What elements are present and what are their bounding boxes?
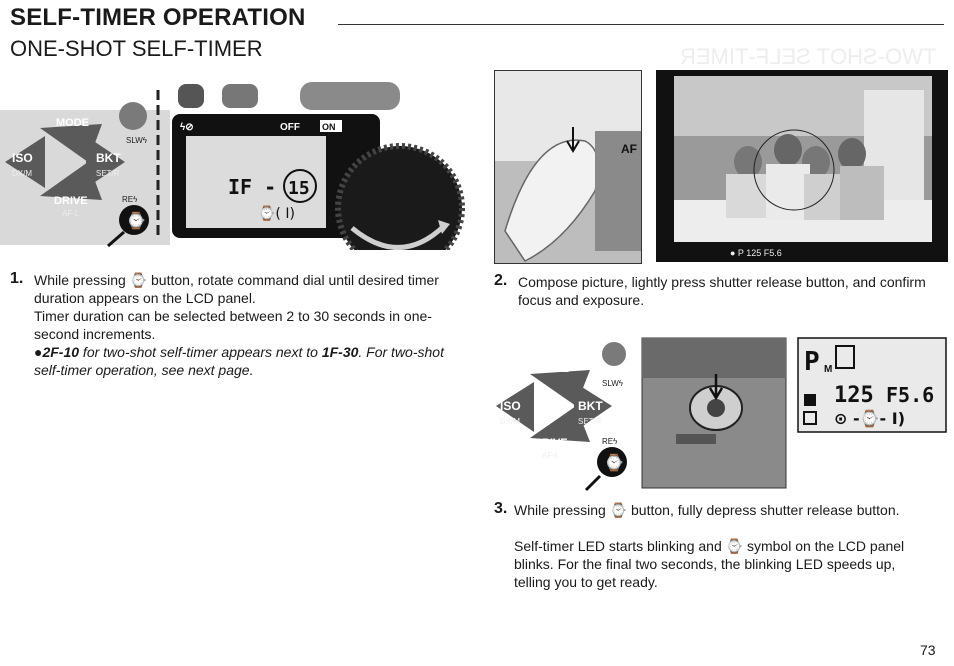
iso-label: ISO [12, 151, 33, 165]
lcd-right-square-1 [804, 394, 816, 406]
lcd-right-aperture: F5.6 [886, 383, 935, 407]
top-button-3 [300, 82, 400, 110]
drive-sub-label: AF-L [62, 209, 80, 218]
page-number: 73 [920, 642, 936, 658]
bullet-text-d: . For two-shot self-timer operation, see next page. [34, 344, 444, 378]
mode-label-right: MODE [536, 363, 569, 375]
re-label: REϟ [122, 195, 138, 204]
iso-label-right: ISO [500, 399, 521, 413]
slw-button [119, 102, 147, 130]
slw-label: SLWϟ [126, 136, 147, 145]
step-1-bullet [34, 343, 464, 379]
iso-sub-label-right: DX/M [500, 417, 520, 426]
viewfinder-readout: ● P 125 F5.6 [730, 248, 782, 258]
re-label-right: REϟ [602, 437, 618, 446]
step-3-number: 3. [494, 500, 508, 517]
pointer-arrow-right [586, 476, 600, 490]
lcd-off-label: OFF [280, 122, 300, 133]
step-3-text: While pressing ⌚ button, fully depress shutter release button. [514, 502, 900, 518]
bkt-sub-label: SET/R [96, 169, 120, 178]
bullet-dot: ● [34, 344, 43, 360]
step-1-note: Timer duration can be selected between 2 to 30 seconds in one-second increments. [34, 308, 432, 342]
step-3-note: Self-timer LED starts blinking and ⌚ symbol on the LCD panel blinks. For the final two seconds, the blinking LED speeds up, telling you to get ready. [514, 538, 905, 590]
button-cluster-right [496, 342, 627, 490]
page-subtitle: ONE-SHOT SELF-TIMER [10, 36, 263, 61]
bullet-code-a: 2F-10 [42, 344, 80, 360]
top-button-2 [222, 84, 258, 108]
bleed-through-text: TWO-SHOT SELF-TIMER [679, 44, 936, 69]
lcd-right-mode: P [804, 347, 820, 377]
drive-label-right: DRIVE [534, 437, 568, 449]
finger-on-shutter-photo [494, 70, 642, 264]
lcd-bracket: ⌚( I) [258, 206, 295, 222]
iso-sub-label: DX/M [12, 169, 32, 178]
lcd-right-mode-sub: M [824, 364, 833, 375]
bullet-text-b: for two-shot self-timer appears next to [79, 344, 322, 360]
lcd-timer-value: 15 [288, 178, 310, 199]
bkt-sub-label-right: SET/R [578, 417, 602, 426]
lcd-right-timer: ⊙ -⌚- I) [834, 409, 906, 428]
lcd-reading: IF - [228, 175, 277, 199]
bkt-label: BKT [96, 151, 121, 165]
lcd-right-shutter: 125 [834, 383, 874, 408]
slw-button-right [602, 342, 626, 366]
drive-label: DRIVE [54, 195, 88, 207]
mode-label: MODE [56, 117, 89, 129]
title-rule [338, 24, 944, 25]
step-2-text: Compose picture, lightly press shutter release button, and confirm focus and exposure. [518, 274, 926, 308]
page-title: SELF-TIMER OPERATION [10, 4, 306, 31]
bullet-code-c: 1F-30 [321, 344, 359, 360]
self-timer-icon: ⌚ [126, 211, 146, 230]
step-1-number: 1. [10, 270, 24, 287]
camera-top-illustration [0, 80, 470, 250]
viewfinder-photo [656, 70, 948, 262]
lcd-on-label: ON [322, 122, 336, 132]
camera-shutter-illustration [494, 334, 950, 496]
slw-label-right: SLWϟ [602, 379, 623, 388]
svg-text:AF: AF [621, 142, 637, 156]
lcd-flash-label: ϟ⊘ [180, 122, 194, 133]
bkt-label-right: BKT [578, 399, 603, 413]
top-button-1 [178, 84, 204, 108]
step-1-text: While pressing ⌚ button, rotate command dial until desired timer duration appears on the LCD panel. [34, 272, 439, 306]
step-2-number: 2. [494, 272, 508, 289]
self-timer-icon-right: ⌚ [604, 453, 624, 472]
drive-sub-label-right: AF-L [542, 451, 560, 460]
